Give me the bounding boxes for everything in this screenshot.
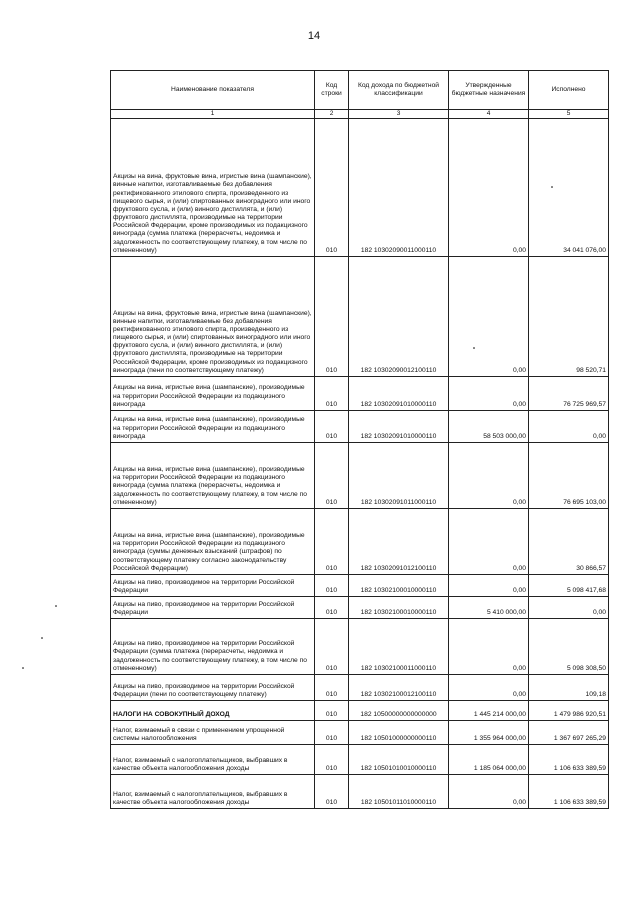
table-row	[111, 509, 609, 575]
revenue-code-cell: 182 10501011010000110	[349, 775, 449, 809]
indicator-name-cell: НАЛОГИ НА СОВОКУПНЫЙ ДОХОД	[111, 701, 315, 721]
indicator-name-cell: Налог, взимаемый с налогоплательщиков, выбравших в качестве объекта налогообложения доходы	[111, 745, 315, 775]
header-executed: Исполнено	[529, 71, 609, 110]
approved-amount-cell: 0,00	[449, 675, 529, 701]
executed-amount-cell: 1 106 633 389,59	[529, 775, 609, 809]
table-row	[111, 575, 609, 597]
line-code-cell: 010	[315, 411, 349, 443]
approved-amount-cell: 0,00	[449, 575, 529, 597]
executed-amount-cell: 76 695 103,00	[529, 443, 609, 509]
scan-speck	[55, 605, 57, 607]
page-number: 14	[307, 30, 321, 42]
executed-amount-cell: 5 098 417,68	[529, 575, 609, 597]
revenue-code-cell: 182 10302100010000110	[349, 597, 449, 619]
header-approved: Утвержденные бюджетные назначения	[449, 71, 529, 110]
revenue-code-cell: 182 10302091010000110	[349, 411, 449, 443]
executed-amount-cell: 0,00	[529, 411, 609, 443]
revenue-code-cell: 182 10302090011000110	[349, 119, 449, 257]
table-row	[111, 675, 609, 701]
approved-amount-cell: 1 355 964 000,00	[449, 721, 529, 745]
revenue-code-cell: 182 10302090012100110	[349, 257, 449, 377]
approved-amount-cell: 0,00	[449, 619, 529, 675]
table-row	[111, 411, 609, 443]
indicator-name-cell: Акцизы на вина, игристые вина (шампанские), производимые на территории Российской Федерации из подакцизного винограда	[111, 411, 315, 443]
revenue-code-cell: 182 10302100012100110	[349, 675, 449, 701]
line-code-cell: 010	[315, 597, 349, 619]
revenue-code-cell: 182 10302100010000110	[349, 575, 449, 597]
line-code-cell: 010	[315, 377, 349, 411]
column-number: 3	[349, 110, 449, 119]
executed-amount-cell: 34 041 076,00	[529, 119, 609, 257]
executed-amount-cell: 30 866,57	[529, 509, 609, 575]
table-row	[111, 745, 609, 775]
column-number: 5	[529, 110, 609, 119]
approved-amount-cell: 0,00	[449, 257, 529, 377]
executed-amount-cell: 1 106 633 389,59	[529, 745, 609, 775]
revenue-code-cell: 182 10501000000000110	[349, 721, 449, 745]
line-code-cell: 010	[315, 721, 349, 745]
indicator-name-cell: Акцизы на пиво, производимое на территории Российской Федерации	[111, 575, 315, 597]
approved-amount-cell: 0,00	[449, 119, 529, 257]
header-name: Наименование показателя	[111, 71, 315, 110]
revenue-code-cell: 182 10500000000000000	[349, 701, 449, 721]
revenue-code-cell: 182 10501010010000110	[349, 745, 449, 775]
header-revenue-code: Код дохода по бюджетной классификации	[349, 71, 449, 110]
executed-amount-cell: 98 520,71	[529, 257, 609, 377]
scan-speck	[473, 347, 475, 349]
column-number: 4	[449, 110, 529, 119]
table-row	[111, 377, 609, 411]
table-row	[111, 721, 609, 745]
indicator-name-cell: Налог, взимаемый с налогоплательщиков, выбравших в качестве объекта налогообложения доходы	[111, 775, 315, 809]
executed-amount-cell: 109,18	[529, 675, 609, 701]
table-row	[111, 257, 609, 377]
table-row	[111, 119, 609, 257]
line-code-cell: 010	[315, 619, 349, 675]
scan-speck	[41, 637, 43, 639]
approved-amount-cell: 5 410 000,00	[449, 597, 529, 619]
line-code-cell: 010	[315, 575, 349, 597]
revenue-table	[110, 70, 609, 809]
indicator-name-cell: Акцизы на вина, фруктовые вина, игристые вина (шампанские), винные напитки, изготавливаемые без добавления ректификованного этилового спирта, произведенного из пищевого сырья, и (или) спиртованных виноградного или иного фруктового сусла, и (или) винного дистиллята, и (или) фруктового дистиллята, производимые на территории Российской Федерации, кроме производимых из подакцизного винограда (пени по соответствующему платежу)	[111, 257, 315, 377]
line-code-cell: 010	[315, 119, 349, 257]
executed-amount-cell: 5 098 308,50	[529, 619, 609, 675]
scan-speck	[22, 667, 24, 669]
approved-amount-cell: 1 185 064 000,00	[449, 745, 529, 775]
indicator-name-cell: Налог, взимаемый в связи с применением упрощенной системы налогообложения	[111, 721, 315, 745]
revenue-code-cell: 182 10302091010000110	[349, 377, 449, 411]
executed-amount-cell: 1 367 697 265,29	[529, 721, 609, 745]
table-row	[111, 619, 609, 675]
line-code-cell: 010	[315, 675, 349, 701]
revenue-code-cell: 182 10302091011000110	[349, 443, 449, 509]
table-header-row	[111, 71, 609, 110]
indicator-name-cell: Акцизы на вина, фруктовые вина, игристые вина (шампанские), винные напитки, изготавливаемые без добавления ректификованного этилового спирта, произведенного из пищевого сырья, и (или) спиртованных виноградного или иного фруктового сусла, и (или) винного дистиллята, и (или) фруктового дистиллята, производимые на территории Российской Федерации, кроме производимых из подакцизного винограда (сумма платежа (перерасчеты, недоимка и задолженность по соответствующему платежу, в том числе по отмененному)	[111, 119, 315, 257]
scan-speck	[551, 186, 553, 188]
indicator-name-cell: Акцизы на пиво, производимое на территории Российской Федерации	[111, 597, 315, 619]
approved-amount-cell: 0,00	[449, 443, 529, 509]
revenue-code-cell: 182 10302091012100110	[349, 509, 449, 575]
indicator-name-cell: Акцизы на вина, игристые вина (шампанские), производимые на территории Российской Федерации из подакцизного винограда (сумма платежа (перерасчеты, недоимка и задолженность по соответствующему платежу, в том числе по отмененному)	[111, 443, 315, 509]
executed-amount-cell: 76 725 969,57	[529, 377, 609, 411]
table-row	[111, 443, 609, 509]
column-number: 2	[315, 110, 349, 119]
table-row	[111, 775, 609, 809]
indicator-name-cell: Акцизы на пиво, производимое на территории Российской Федерации (сумма платежа (перерасчеты, недоимка и задолженность по соответствующему платежу, в том числе по отмененному)	[111, 619, 315, 675]
executed-amount-cell: 1 479 986 920,51	[529, 701, 609, 721]
executed-amount-cell: 0,00	[529, 597, 609, 619]
line-code-cell: 010	[315, 443, 349, 509]
approved-amount-cell: 0,00	[449, 775, 529, 809]
approved-amount-cell: 0,00	[449, 509, 529, 575]
revenue-code-cell: 182 10302100011000110	[349, 619, 449, 675]
table-row	[111, 597, 609, 619]
line-code-cell: 010	[315, 745, 349, 775]
header-line-code: Код строки	[315, 71, 349, 110]
indicator-name-cell: Акцизы на вина, игристые вина (шампанские), производимые на территории Российской Федерации из подакцизного винограда	[111, 377, 315, 411]
line-code-cell: 010	[315, 775, 349, 809]
column-number: 1	[111, 110, 315, 119]
indicator-name-cell: Акцизы на пиво, производимое на территории Российской Федерации (пени по соответствующему платежу)	[111, 675, 315, 701]
line-code-cell: 010	[315, 257, 349, 377]
line-code-cell: 010	[315, 701, 349, 721]
column-numbers-row	[111, 110, 609, 119]
indicator-name-cell: Акцизы на вина, игристые вина (шампанские), производимые на территории Российской Федерации из подакцизного винограда (суммы денежных взысканий (штрафов) по соответствующему платежу согласно законодательству Российской Федерации)	[111, 509, 315, 575]
table-row	[111, 701, 609, 721]
approved-amount-cell: 1 445 214 000,00	[449, 701, 529, 721]
approved-amount-cell: 0,00	[449, 377, 529, 411]
line-code-cell: 010	[315, 509, 349, 575]
approved-amount-cell: 58 503 000,00	[449, 411, 529, 443]
